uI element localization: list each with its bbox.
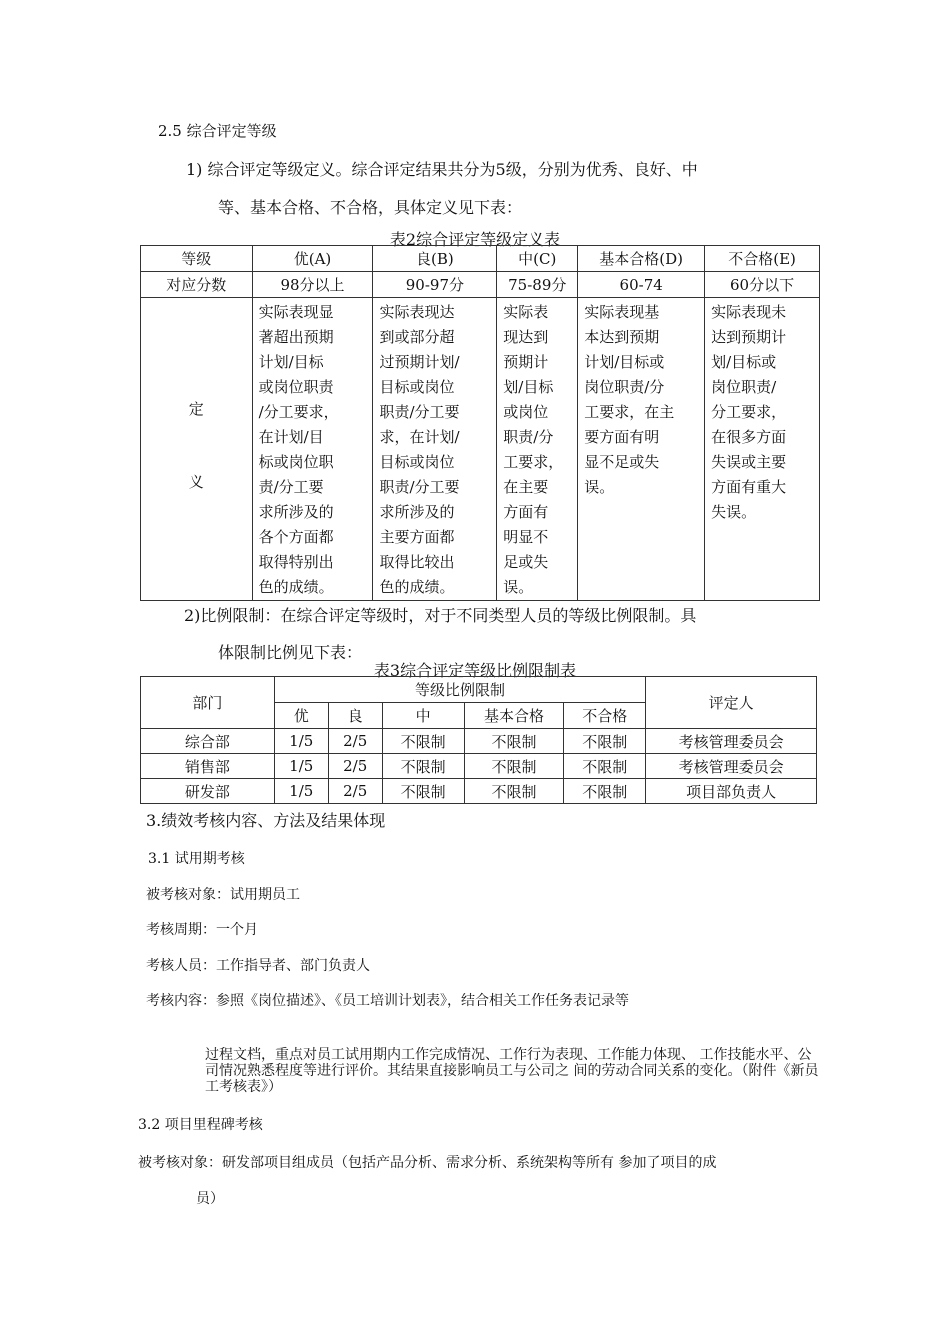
probation-staff: 考核人员：工作指导者、部门负责人 xyxy=(146,958,370,974)
item2-line2: 体限制比例见下表： xyxy=(218,643,363,662)
table3-value-cell: 不限制 xyxy=(464,779,564,804)
table3-rater-header: 评定人 xyxy=(646,677,817,729)
table3-dept-cell: 综合部 xyxy=(141,729,275,754)
table3-value-cell: 2/5 xyxy=(328,754,382,779)
table-row xyxy=(141,754,817,779)
milestone-target: 被考核对象：研发部项目组成员（包括产品分析、需求分析、系统架构等所有 参加了项目的成 xyxy=(138,1155,717,1171)
table3-dept-cell: 研发部 xyxy=(141,779,275,804)
table2-definition-cell: 实际表现达 到或部分超 过预期计划/ 目标或岗位 职责/分工要 求，在计划/ 目标或岗位 职责/分工要 求所涉及的 主要方面都 取得比较出 色的成绩。 xyxy=(373,298,497,601)
table-row xyxy=(141,779,817,804)
table3-ratio-limit xyxy=(140,676,817,804)
probation-period: 考核周期：一个月 xyxy=(146,922,258,938)
table3-value-cell: 2/5 xyxy=(328,779,382,804)
table3-grade-cell: 优 xyxy=(274,703,328,729)
table3-grade-cell: 中 xyxy=(382,703,464,729)
table2-header-row xyxy=(141,246,820,272)
table2-definition-label xyxy=(141,298,253,601)
table2-score-cell: 60分以下 xyxy=(705,272,820,298)
probation-content: 考核内容：参照《岗位描述》、《员工培训计划表》，结合相关工作任务表记录等 xyxy=(146,993,629,1009)
section-heading-3-1: 3.1 试用期考核 xyxy=(148,851,245,867)
table2-definition-cell: 实际表现显 著超出预期 计划/目标 或岗位职责 /分工要求， 在计划/目 标或岗位职 责/分工要 求所涉及的 各个方面都 取得特别出 色的成绩。 xyxy=(252,298,373,601)
table2-definition-cell: 实际表现基 本达到预期 计划/目标或 岗位职责/分 工要求，在主 要方面有明 显不足或失 误。 xyxy=(578,298,705,601)
table3-value-cell: 不限制 xyxy=(382,779,464,804)
table2-grade-definition xyxy=(140,245,820,601)
table3-grade-cell: 良 xyxy=(328,703,382,729)
table3-value-cell: 不限制 xyxy=(564,779,646,804)
table3-rater-cell: 考核管理委员会 xyxy=(646,729,817,754)
table2-header-cell: 不合格(E) xyxy=(705,246,820,272)
table2-score-cell: 90-97分 xyxy=(373,272,497,298)
table2-header-cell: 中(C) xyxy=(497,246,578,272)
table2-header-cell: 优(A) xyxy=(252,246,373,272)
table2-score-cell: 对应分数 xyxy=(141,272,253,298)
table-row xyxy=(141,729,817,754)
table3-value-cell: 1/5 xyxy=(274,779,328,804)
table3-value-cell: 1/5 xyxy=(274,754,328,779)
probation-target: 被考核对象：试用期员工 xyxy=(146,887,300,903)
table2-definition-row xyxy=(141,298,820,601)
table3-value-cell: 不限制 xyxy=(564,754,646,779)
table3-rater-cell: 考核管理委员会 xyxy=(646,754,817,779)
milestone-target-cont: 员） xyxy=(196,1191,224,1207)
def-label-char-1: 定 xyxy=(188,400,204,418)
table2-score-cell: 98分以上 xyxy=(252,272,373,298)
table3-value-cell: 不限制 xyxy=(464,754,564,779)
def-label-char-2: 义 xyxy=(188,473,204,491)
table3-value-cell: 不限制 xyxy=(382,754,464,779)
section-heading-3-2: 3.2 项目里程碑考核 xyxy=(138,1117,263,1133)
table2-header-cell: 等级 xyxy=(141,246,253,272)
table2-score-row xyxy=(141,272,820,298)
table3-caption: 表3综合评定等级比例限制表 xyxy=(373,661,577,680)
table3-value-cell: 2/5 xyxy=(328,729,382,754)
table2-header-cell: 良(B) xyxy=(373,246,497,272)
table3-grade-cell: 基本合格 xyxy=(464,703,564,729)
table3-group-header: 等级比例限制 xyxy=(274,677,645,703)
table3-value-cell: 1/5 xyxy=(274,729,328,754)
probation-content-paragraph: 过程文档，重点对员工试用期内工作完成情况、工作行为表现、工作能力体现、 工作技能水平、公司情况熟悉程度等进行评价。其结果直接影响员工与公司之 间的劳动合同关系的变化。（附件《新员工考核表》） xyxy=(205,1047,819,1095)
table2-definition-cell: 实际表 现达到 预期计 划/目标 或岗位 职责/分 工要求， 在主要 方面有 明显不 足或失 误。 xyxy=(497,298,578,601)
item1-line2: 等、基本合格、不合格，具体定义见下表： xyxy=(218,198,523,217)
table3-value-cell: 不限制 xyxy=(464,729,564,754)
table3-header-row xyxy=(141,677,817,703)
section-heading-2-5: 2.5 综合评定等级 xyxy=(158,122,277,140)
table2-definition-cell: 实际表现未 达到预期计 划/目标或 岗位职责/ 分工要求， 在很多方面 失误或主要 方面有重大 失误。 xyxy=(705,298,820,601)
table3-rater-cell: 项目部负责人 xyxy=(646,779,817,804)
table2-caption: 表2综合评定等级定义表 xyxy=(389,230,561,249)
table3-dept-cell: 销售部 xyxy=(141,754,275,779)
table3-grade-cell: 不合格 xyxy=(564,703,646,729)
table3-dept-header: 部门 xyxy=(141,677,275,729)
table3-value-cell: 不限制 xyxy=(382,729,464,754)
table2-header-cell: 基本合格(D) xyxy=(578,246,705,272)
table2-score-cell: 75-89分 xyxy=(497,272,578,298)
table2-score-cell: 60-74 xyxy=(578,272,705,298)
section-heading-3: 3.绩效考核内容、方法及结果体现 xyxy=(146,811,386,830)
item2-line1: 2)比例限制：在综合评定等级时，对于不同类型人员的等级比例限制。具 xyxy=(184,606,697,625)
table3-value-cell: 不限制 xyxy=(564,729,646,754)
item1-line1: 1) 综合评定等级定义。综合评定结果共分为5级，分别为优秀、良好、中 xyxy=(186,160,698,179)
